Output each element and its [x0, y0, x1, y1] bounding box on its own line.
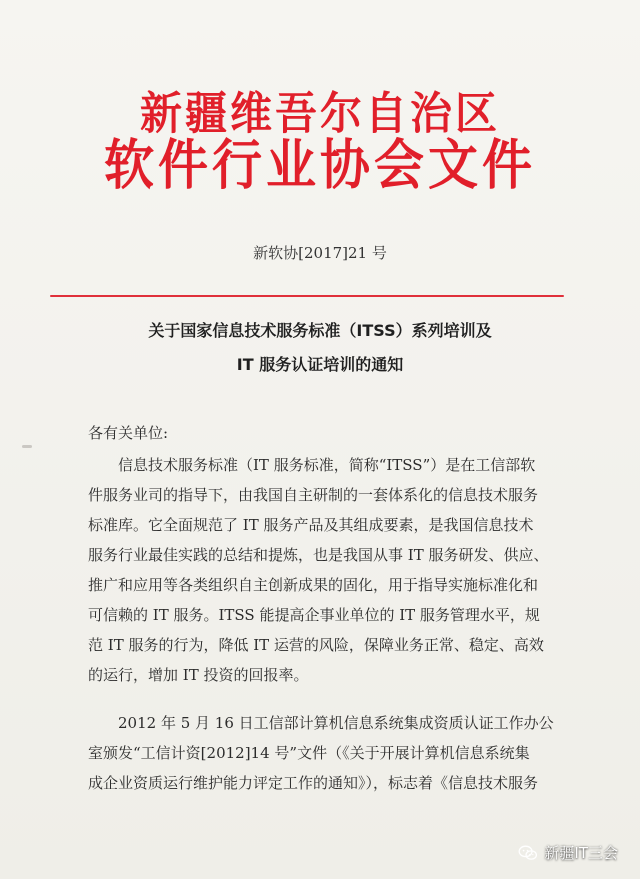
document-number: 新软协[2017]21 号 [253, 244, 387, 262]
org-name-line1: 新疆维吾尔自治区 [139, 87, 500, 140]
paragraph-line: 2012 年 5 月 16 日工信部计算机信息系统集成资质认证工作办公 [88, 714, 554, 732]
notice-title-line2: IT 服务认证培训的通知 [236, 355, 404, 374]
paragraph-line: 件服务业司的指导下，由我国自主研制的一套体系化的信息技术服务 [88, 486, 539, 504]
paragraph-line: 推广和应用等各类组织自主创新成果的固化，用于指导实施标准化和 [88, 576, 539, 594]
paragraph-line: 成企业资质运行维护能力评定工作的通知》），标志着《信息技术服务 [88, 774, 539, 792]
paragraph-line: 的运行，增加 IT 投资的回报率。 [88, 666, 309, 684]
watermark-text: 新疆IT三会 [544, 844, 618, 862]
paragraph-line: 服务行业最佳实践的总结和提炼，也是我国从事 IT 服务研发、供应、 [88, 546, 549, 564]
scan-speck [22, 445, 32, 448]
notice-title-line1: 关于国家信息技术服务标准（ITSS）系列培训及 [148, 321, 492, 340]
red-divider [50, 295, 564, 297]
paragraph-line: 室颁发“工信计资[2012]14 号”文件（《关于开展计算机信息系统集 [88, 744, 530, 762]
paragraph-line: 信息技术服务标准（IT 服务标准，简称“ITSS”）是在工信部软 [88, 456, 536, 474]
wechat-icon [518, 845, 538, 861]
salutation: 各有关单位: [88, 424, 169, 442]
org-name-line2: 软件行业协会文件 [104, 132, 536, 197]
paragraph-1 [88, 450, 550, 690]
watermark [518, 842, 618, 863]
paragraph-2 [88, 708, 554, 798]
paragraph-line: 标准库。它全面规范了 IT 服务产品及其组成要素，是我国信息技术 [88, 516, 534, 534]
paragraph-line: 范 IT 服务的行为，降低 IT 运营的风险，保障业务正常、稳定、高效 [88, 636, 544, 654]
paragraph-line: 可信赖的 IT 服务。ITSS 能提高企事业单位的 IT 服务管理水平，规 [88, 606, 540, 624]
